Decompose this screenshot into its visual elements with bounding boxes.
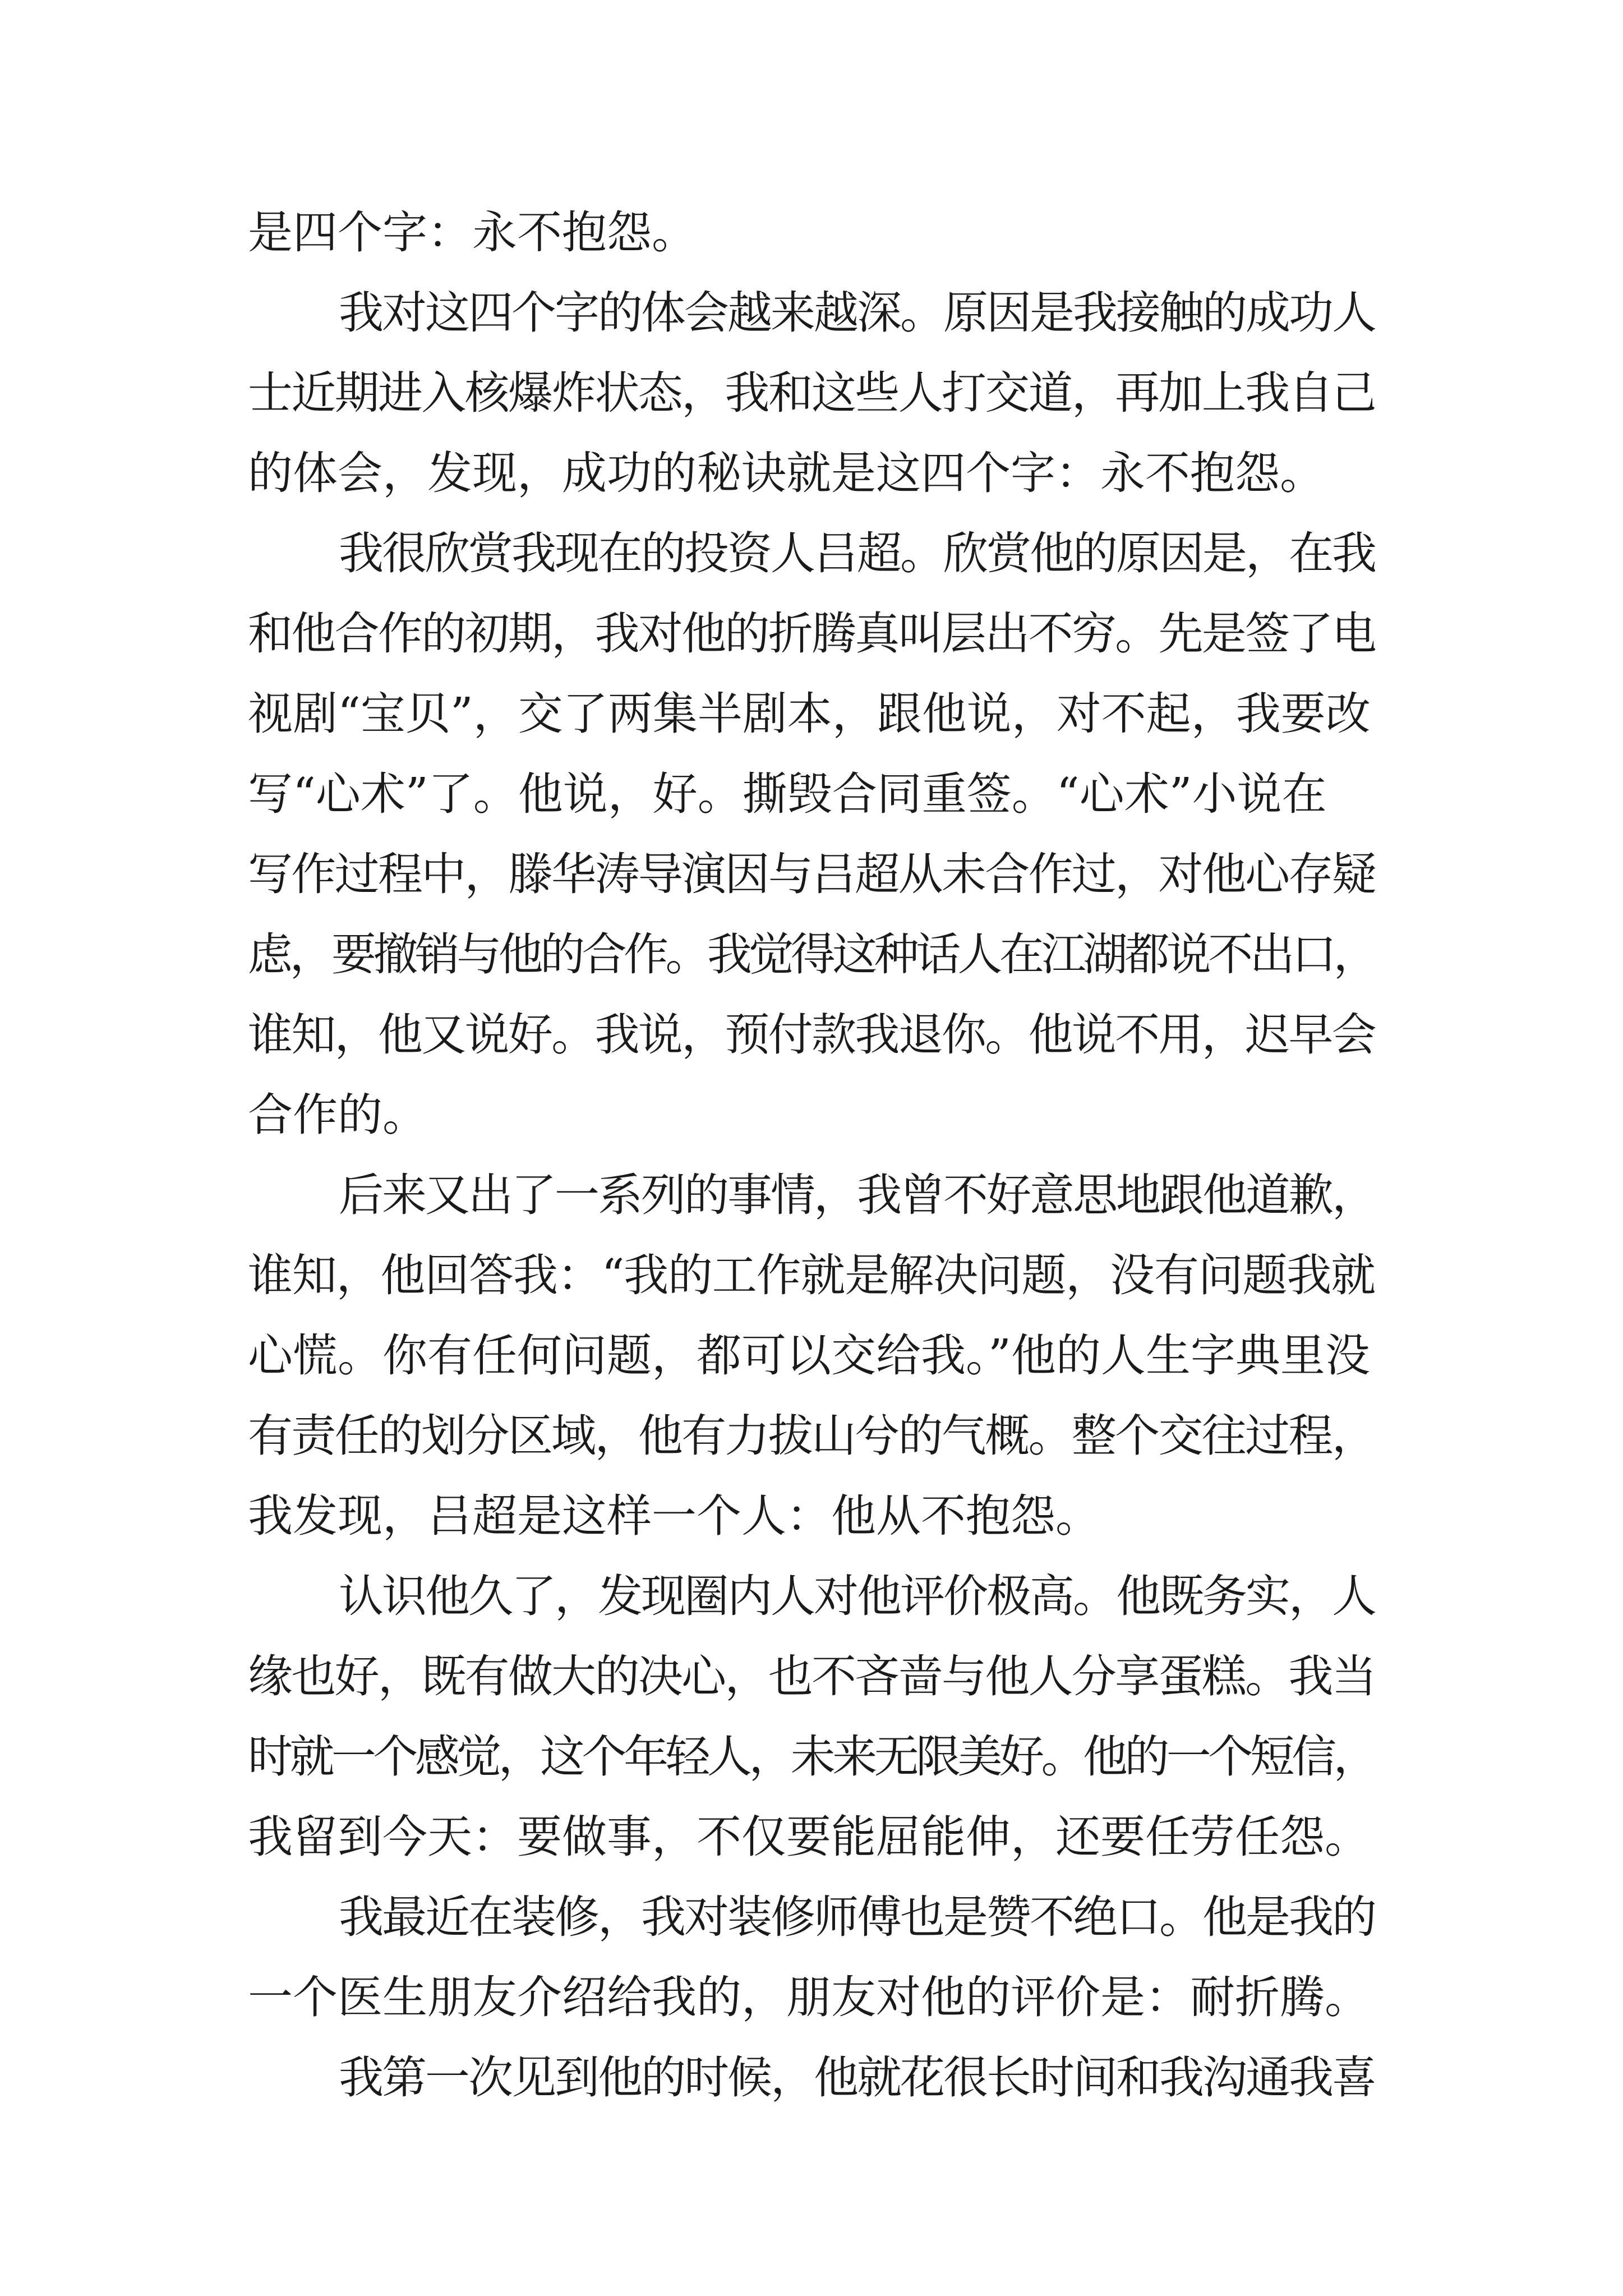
text-line: 士近期进入核爆炸状态，我和这些人打交道，再加上我自己 bbox=[248, 367, 1375, 419]
text-line: 谁知，他又说好。我说，预付款我退你。他说不用，迟早会 bbox=[248, 1009, 1375, 1061]
text-line: 虑，要撤销与他的合作。我觉得这种话人在江湖都说不出口， bbox=[248, 928, 1375, 981]
text-line: 心慌。你有任何问题，都可以交给我。”他的人生字典里没 bbox=[248, 1329, 1370, 1382]
text-line: 和他合作的初期，我对他的折腾真叫层出不穷。先是签了电 bbox=[248, 608, 1375, 660]
text-line: 我对这四个字的体会越来越深。原因是我接触的成功人 bbox=[339, 287, 1375, 339]
text-line: 我留到今天：要做事，不仅要能屈能伸，还要任劳任怨。 bbox=[248, 1811, 1370, 1863]
text-line: 时就一个感觉，这个年轻人，未来无限美好。他的一个短信， bbox=[248, 1731, 1375, 1783]
text-line: 合作的。 bbox=[248, 1089, 427, 1141]
text-line: 有责任的划分区域，他有力拔山兮的气概。整个交往过程， bbox=[248, 1410, 1375, 1462]
text-line: 一个医生朋友介绍给我的，朋友对他的评价是：耐折腾。 bbox=[248, 1971, 1370, 2023]
text-line: 视剧“宝贝”，交了两集半剧本，跟他说，对不起，我要改 bbox=[248, 688, 1371, 740]
text-line: 我很欣赏我现在的投资人吕超。欣赏他的原因是，在我 bbox=[339, 527, 1375, 579]
text-line: 是四个字：永不抱怨。 bbox=[248, 206, 697, 259]
text-line: 谁知，他回答我：“我的工作就是解决问题，没有问题我就 bbox=[248, 1249, 1375, 1301]
body-text bbox=[248, 192, 1375, 2118]
text-line: 认识他久了，发现圈内人对他评价极高。他既务实，人 bbox=[339, 1570, 1375, 1622]
text-line: 的体会，发现，成功的秘诀就是这四个字：永不抱怨。 bbox=[248, 447, 1325, 499]
text-line: 写“心术”了。他说，好。撕毁合同重签。“心术”小说在 bbox=[248, 768, 1327, 820]
text-line: 写作过程中，滕华涛导演因与吕超从未合作过，对他心存疑 bbox=[248, 848, 1375, 900]
text-line: 我发现，吕超是这样一个人：他从不抱怨。 bbox=[248, 1490, 1100, 1542]
text-line: 缘也好，既有做大的决心，也不吝啬与他人分享蛋糕。我当 bbox=[248, 1650, 1375, 1703]
text-line: 我最近在装修，我对装修师傅也是赞不绝口。他是我的 bbox=[339, 1891, 1375, 1943]
text-line: 后来又出了一系列的事情，我曾不好意思地跟他道歉， bbox=[339, 1169, 1375, 1221]
text-line: 我第一次见到他的时候，他就花很长时间和我沟通我喜 bbox=[339, 2051, 1375, 2104]
